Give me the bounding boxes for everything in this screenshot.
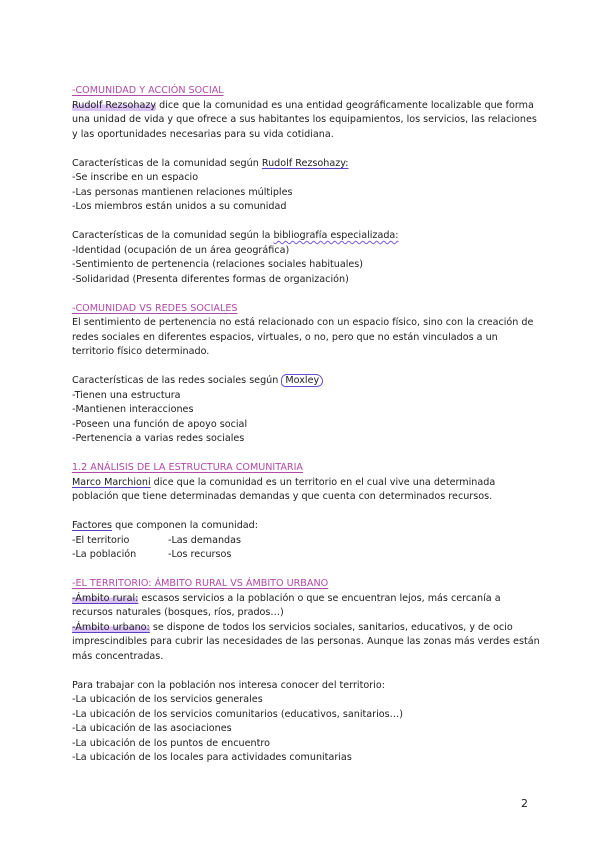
paragraph-text: dice que la comunidad es una entidad geográficamente localizable que forma una unidad de vida y que ofrece a sus habitantes los equipamientos, los servicios, las relaciones y las oportunidades necesarias para su vida cotidiana. bbox=[72, 99, 537, 140]
list-item: -La ubicación de los servicios generales bbox=[72, 694, 263, 705]
section-heading-territorio: -EL TERRITORIO: ÁMBITO RURAL VS ÁMBITO URBANO bbox=[72, 578, 329, 589]
highlight-label: -Ámbito rural: bbox=[72, 592, 139, 604]
factors-row bbox=[72, 548, 542, 563]
factors-row bbox=[72, 534, 542, 549]
circled-author: Moxley bbox=[281, 374, 323, 387]
highlight-label: -Ámbito urbano: bbox=[72, 621, 150, 633]
list-item: -La ubicación de los servicios comunitarios (educativos, sanitarios…) bbox=[72, 708, 403, 720]
list-item: -Pertenencia a varias redes sociales bbox=[72, 433, 245, 444]
list-title-text: Características de las redes sociales según bbox=[72, 375, 282, 386]
underlined-word: Factores bbox=[72, 520, 113, 531]
paragraph-redes: El sentimiento de pertenencia no está relacionado con un espacio físico, sino con la creación de redes sociales en diferentes espacios, virtuales, o no, pero que no están vinculados a un territorio físico determinado. bbox=[72, 317, 534, 357]
paragraph-text: escasos servicios a la población o que se encuentran lejos, más cercanía a recursos naturales (bosques, ríos, prados…) bbox=[72, 592, 501, 618]
list-item: -Las personas mantienen relaciones múltiples bbox=[72, 186, 293, 198]
list-item: -La ubicación de los puntos de encuentro bbox=[72, 737, 270, 749]
list-title: Para trabajar con la población nos interesa conocer del territorio: bbox=[72, 679, 385, 691]
list-item: -Sentimiento de pertenencia (relaciones sociales habituales) bbox=[72, 259, 364, 270]
section-heading-estructura: 1.2 ANÁLISIS DE LA ESTRUCTURA COMUNITARIA bbox=[72, 462, 303, 473]
list-item: -La ubicación de las asociaciones bbox=[72, 723, 232, 734]
list-item: -Identidad (ocupación de un área geográfica) bbox=[72, 244, 290, 256]
list-title-text: Características de la comunidad según bbox=[72, 157, 262, 169]
list-item: -Mantienen interacciones bbox=[72, 404, 194, 415]
list-title-text: Características de la comunidad según la bbox=[72, 230, 274, 241]
factor-item: -El territorio bbox=[72, 534, 130, 546]
list-item: -La ubicación de los locales para actividades comunitarias bbox=[72, 752, 352, 763]
list-item: -Los miembros están unidos a su comunidad bbox=[72, 201, 287, 212]
factor-item: -Los recursos bbox=[168, 549, 232, 560]
list-title bbox=[72, 229, 542, 244]
factors-title bbox=[72, 519, 542, 534]
list-item: -Se inscribe en un espacio bbox=[72, 172, 199, 183]
list-item: -Solidaridad (Presenta diferentes formas de organización) bbox=[72, 273, 349, 285]
paragraph-text: dice que la comunidad es un territorio en el cual vive una determinada población que tiene determinadas demandas y que cuenta con determinados recursos. bbox=[72, 476, 496, 502]
highlight-author: Rudolf Rezsohazy bbox=[72, 99, 157, 111]
section-heading-redes: -COMUNIDAD VS REDES SOCIALES bbox=[72, 302, 238, 314]
page-number: 2 bbox=[521, 797, 528, 810]
paragraph-rezsohazy bbox=[72, 99, 542, 143]
factor-item: -La población bbox=[72, 549, 137, 560]
paragraph-urbano bbox=[72, 621, 542, 665]
section-heading-comunidad: -COMUNIDAD Y ACCIÓN SOCIAL bbox=[72, 85, 224, 96]
underlined-reference: bibliografía especializada: bbox=[273, 230, 399, 241]
list-title bbox=[72, 374, 542, 389]
paragraph-rural bbox=[72, 592, 542, 621]
document-page bbox=[72, 84, 542, 766]
list-item: -Tienen una estructura bbox=[72, 389, 181, 401]
underlined-author: Rudolf Rezsohazy: bbox=[261, 157, 349, 169]
list-item: -Poseen una función de apoyo social bbox=[72, 418, 248, 430]
paragraph-text: se dispone de todos los servicios sociales, sanitarios, educativos, y de ocio imprescindibles para cubrir las necesidades de las personas. Aunque las zonas más verdes están más concentradas. bbox=[72, 621, 540, 662]
paragraph-marchioni bbox=[72, 476, 542, 505]
factors-title-text: que componen la comunidad: bbox=[112, 520, 258, 531]
factor-item: -Las demandas bbox=[168, 534, 241, 546]
list-title bbox=[72, 157, 542, 172]
underlined-author: Marco Marchioni bbox=[72, 476, 151, 488]
